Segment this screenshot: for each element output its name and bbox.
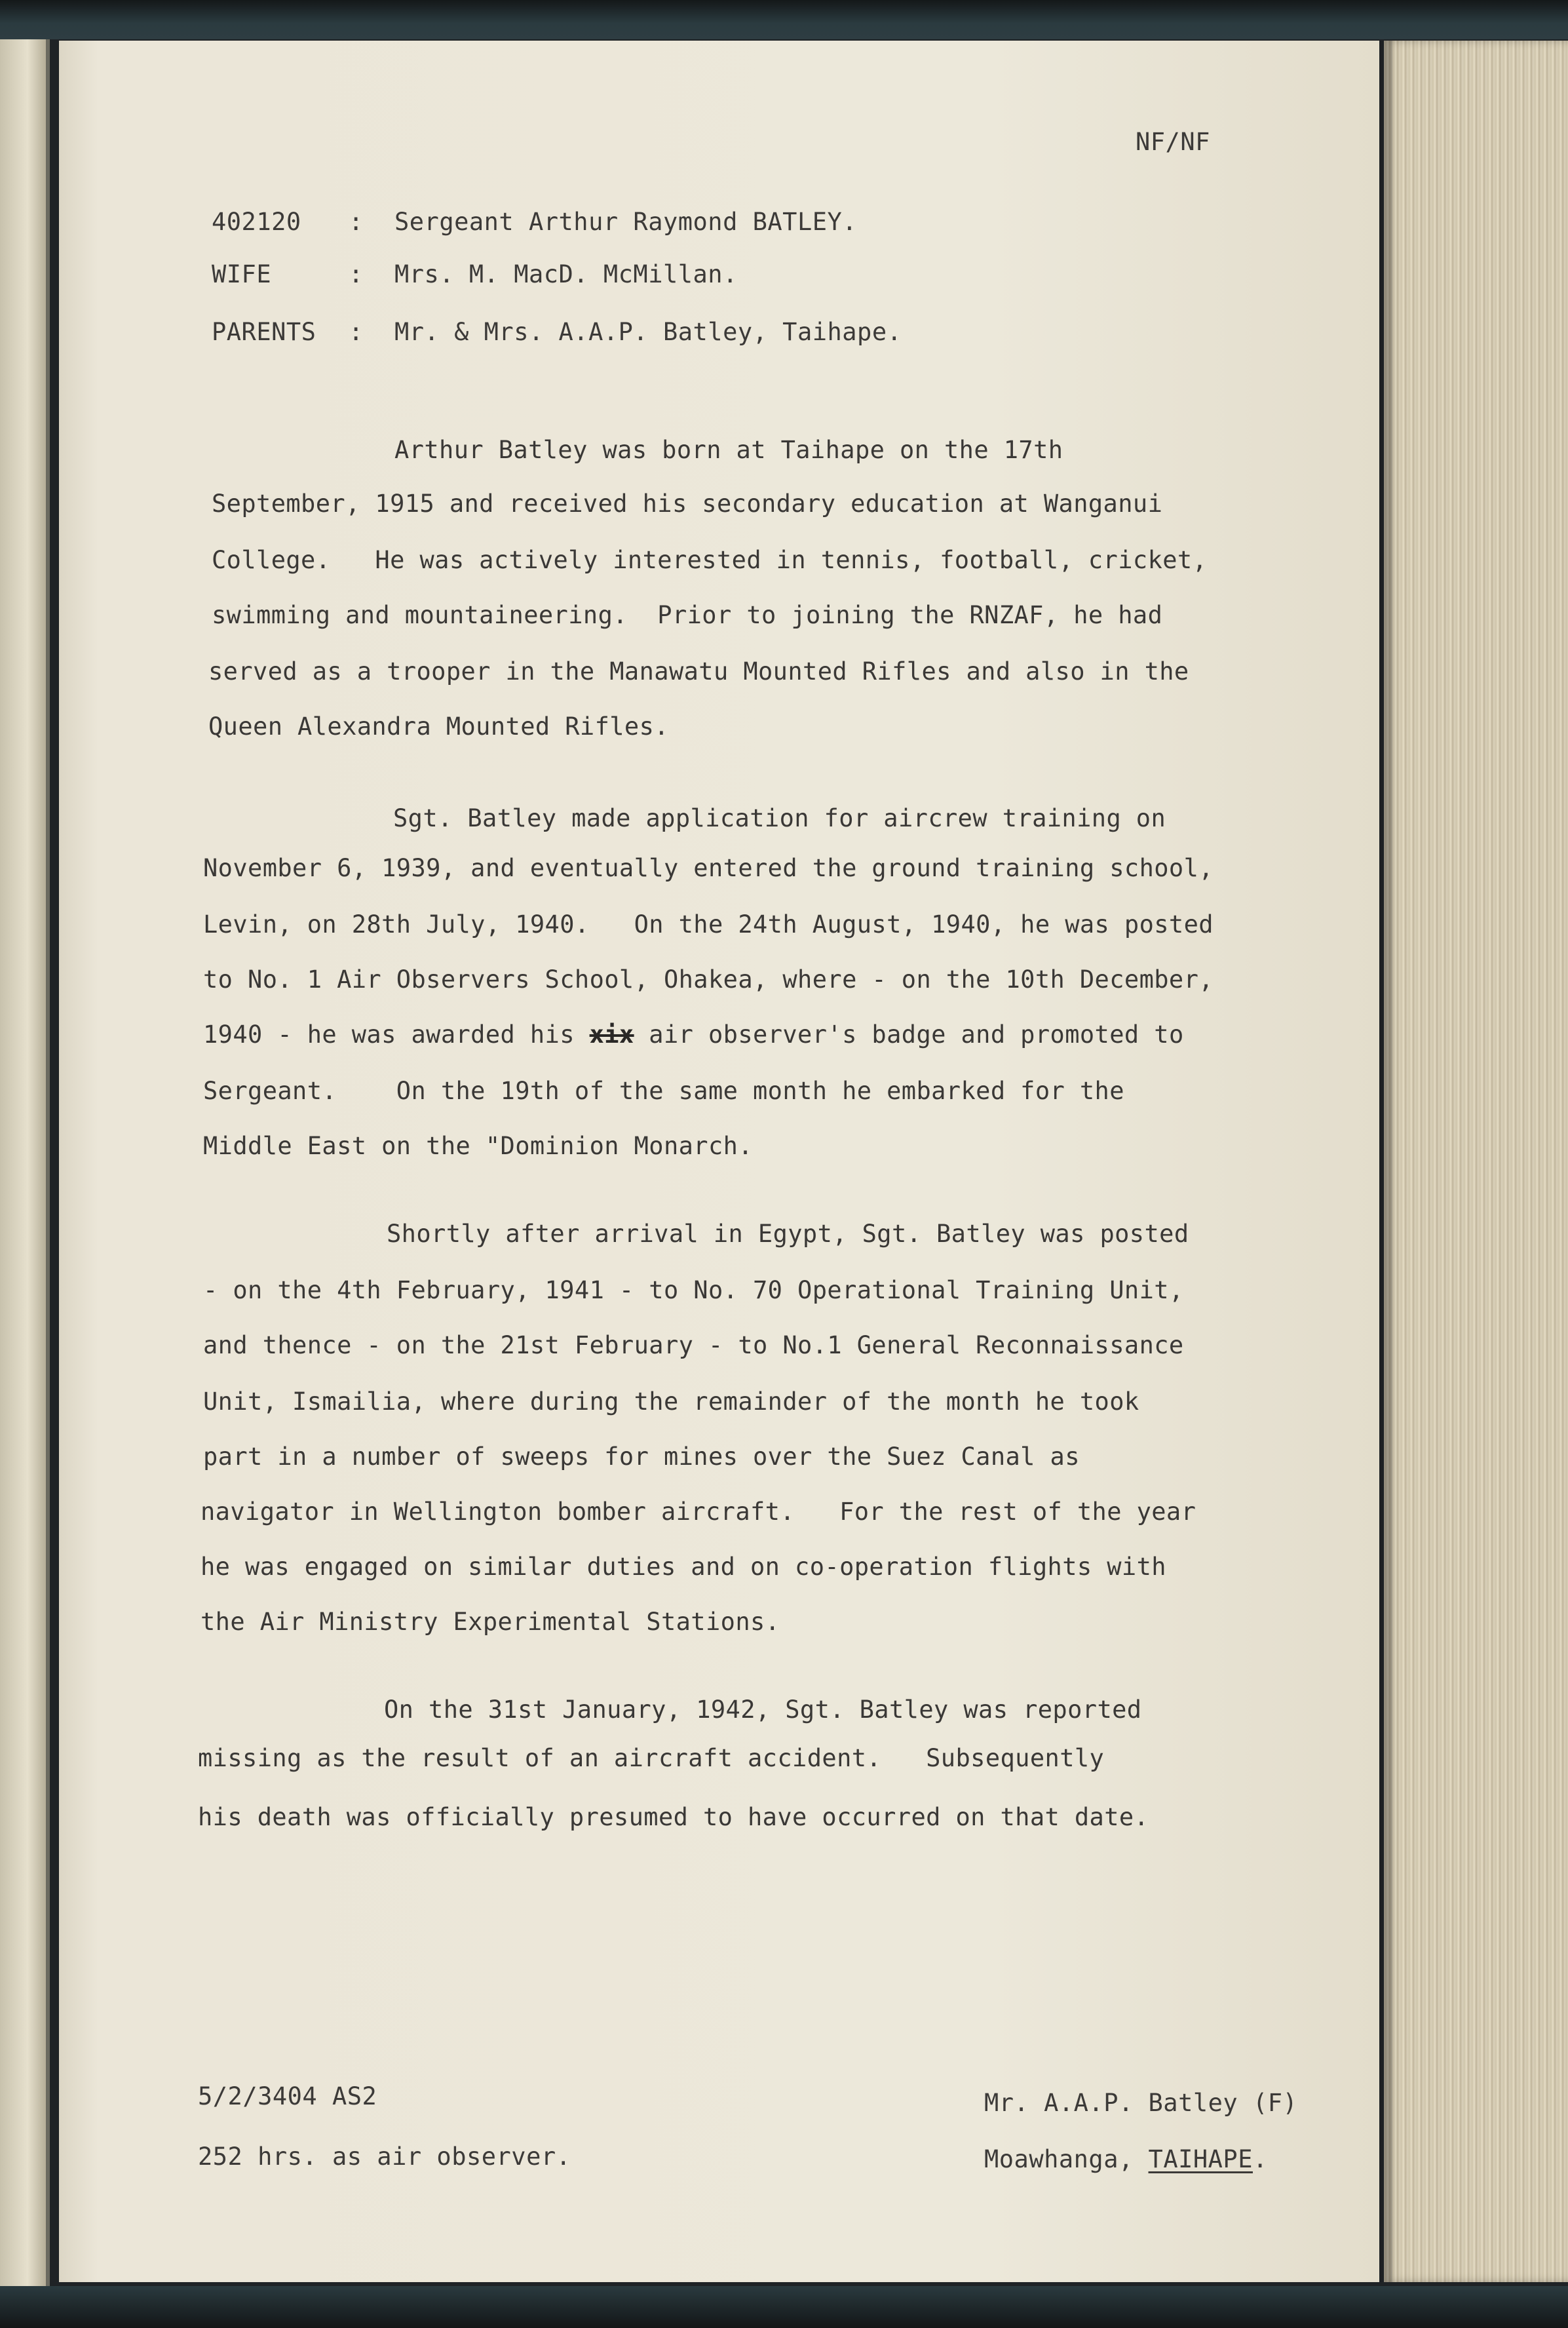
text-line: navigator in Wellington bomber aircraft. For the rest of the year <box>201 1498 1196 1526</box>
binder-bottom <box>0 2286 1568 2328</box>
member-name: Sergeant Arthur Raymond BATLEY. <box>394 208 858 236</box>
text-line: missing as the result of an aircraft accident. Subsequently <box>198 1744 1105 1772</box>
header-separator: : <box>349 208 364 236</box>
text-line: On the 31st January, 1942, Sgt. Batley was reported <box>384 1696 1142 1724</box>
addressee-end: . <box>1252 2145 1268 2173</box>
text-line: swimming and mountaineering. Prior to joining the RNZAF, he had <box>212 601 1163 629</box>
page-stack <box>1384 41 1568 2282</box>
text-line: Arthur Batley was born at Taihape on the 17th <box>394 436 1063 464</box>
text-line: Sergeant. On the 19th of the same month he embarked for the <box>203 1077 1124 1105</box>
text-line: his death was officially presumed to have occurred on that date. <box>198 1803 1149 1831</box>
text-line: Unit, Ismailia, where during the remainder of the month he took <box>203 1387 1139 1416</box>
parents-name: Mr. & Mrs. A.A.P. Batley, Taihape. <box>394 318 902 346</box>
service-number: 402120 <box>212 208 301 236</box>
text-line: and thence - on the 21st February - to No.1 General Reconnaissance <box>203 1331 1184 1359</box>
addressee-town: TAIHAPE <box>1148 2145 1253 2173</box>
text-line: College. He was actively interested in tennis, football, cricket, <box>212 546 1208 574</box>
text-line: Sgt. Batley made application for aircrew training on <box>393 804 1166 832</box>
text-line: Middle East on the "Dominion Monarch. <box>203 1132 754 1160</box>
addressee-place: Moawhanga, <box>984 2145 1149 2173</box>
text-line: November 6, 1939, and eventually entered the ground training school, <box>203 854 1214 882</box>
text-line: served as a trooper in the Manawatu Mounted Rifles and also in the <box>208 657 1189 686</box>
struck-out-text: xix <box>589 1020 634 1049</box>
text-fragment: air observer's badge and promoted to <box>634 1020 1184 1049</box>
document-page <box>59 41 1379 2282</box>
addressee-name: Mr. A.A.P. Batley (F) <box>984 2089 1298 2117</box>
text-fragment: 1940 - he was awarded his <box>203 1020 590 1049</box>
text-line: - on the 4th February, 1941 - to No. 70 Operational Training Unit, <box>203 1276 1184 1304</box>
text-line: Levin, on 28th July, 1940. On the 24th August, 1940, he was posted <box>203 910 1214 939</box>
text-line: the Air Ministry Experimental Stations. <box>201 1608 780 1636</box>
header-separator: : <box>349 260 364 288</box>
text-line: September, 1915 and received his secondary education at Wanganui <box>212 490 1163 518</box>
parents-label: PARENTS <box>212 318 316 346</box>
text-line: he was engaged on similar duties and on co-operation flights with <box>201 1553 1166 1581</box>
reference-code: NF/NF <box>1136 128 1210 156</box>
text-line: Queen Alexandra Mounted Rifles. <box>208 712 669 741</box>
text-line <box>203 1022 1184 1047</box>
text-line: to No. 1 Air Observers School, Ohakea, where - on the 10th December, <box>203 965 1214 994</box>
header-separator: : <box>349 318 364 346</box>
text-line: Shortly after arrival in Egypt, Sgt. Batley was posted <box>387 1220 1189 1248</box>
left-page-edge <box>0 39 50 2286</box>
file-reference: 5/2/3404 AS2 <box>198 2082 377 2110</box>
text-line: part in a number of sweeps for mines over the Suez Canal as <box>203 1443 1080 1471</box>
wife-name: Mrs. M. MacD. McMillan. <box>394 260 738 288</box>
addressee-address <box>984 2147 1268 2171</box>
binder-top <box>0 0 1568 39</box>
flying-hours: 252 hrs. as air observer. <box>198 2143 571 2171</box>
wife-label: WIFE <box>212 260 272 288</box>
